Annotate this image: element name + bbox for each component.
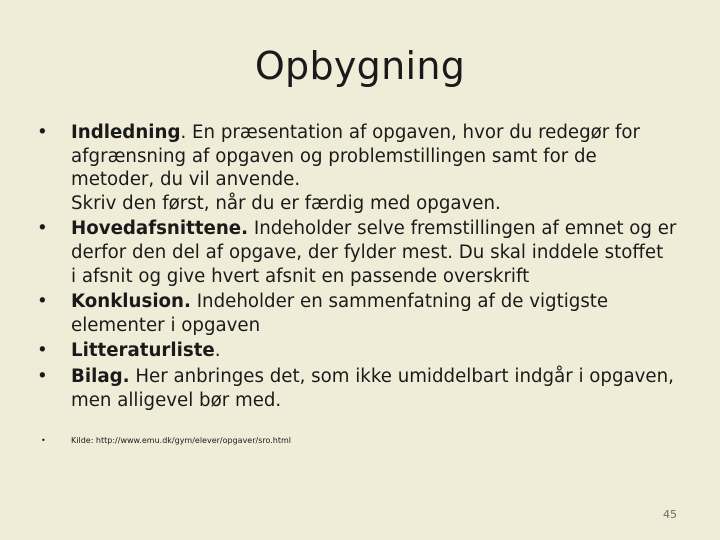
list-item-konklusion — [36, 290, 696, 337]
item-term: Konklusion. — [71, 291, 191, 313]
bullet-list — [36, 121, 696, 414]
item-text: Her anbringes det, som ikke umiddelbart indgår i opgaven, — [129, 365, 674, 387]
list-item-hovedafsnittene — [36, 217, 696, 288]
item-text: metoder, du vil anvende. — [71, 169, 301, 191]
item-text: men alligevel bør med. — [71, 389, 282, 411]
item-text: Indeholder selve fremstillingen af emnet og er — [248, 218, 677, 240]
page-number: 45 — [663, 508, 677, 521]
item-term: Indledning — [71, 122, 181, 143]
bullet-icon: • — [37, 122, 48, 143]
bullet-icon: • — [41, 436, 46, 445]
item-term: Hovedafsnittene. — [71, 218, 249, 240]
item-text: elementer i opgaven — [71, 314, 261, 336]
item-text: derfor den del af opgave, der fylder mest. Du skal inddele stoffet — [71, 241, 664, 263]
list-item-indledning — [36, 121, 696, 215]
slide-title: Opbygning — [254, 44, 466, 88]
item-text: i afsnit og give hvert afsnit en passende overskrift — [71, 265, 530, 287]
item-text: . — [214, 340, 221, 362]
bullet-icon: • — [37, 218, 48, 240]
list-item-bilag — [36, 365, 696, 412]
bullet-icon: • — [37, 291, 48, 313]
item-text: afgrænsning af opgaven og problemstillingen samt for de — [71, 145, 597, 167]
item-text: . En præsentation af opgaven, hvor du redegør for — [180, 122, 641, 143]
bullet-icon: • — [37, 340, 48, 362]
item-text: Indeholder en sammenfatning af de vigtigste — [190, 291, 609, 313]
item-term: Litteraturliste — [71, 340, 215, 362]
source-text: Kilde: http://www.emu.dk/gym/elever/opgaver/sro.html — [71, 436, 292, 445]
bullet-icon: • — [37, 365, 48, 387]
item-term: Bilag. — [71, 365, 130, 387]
source-note — [36, 436, 291, 445]
item-text: Skriv den først, når du er færdig med opgaven. — [71, 192, 501, 214]
list-item-litteraturliste — [36, 339, 696, 363]
